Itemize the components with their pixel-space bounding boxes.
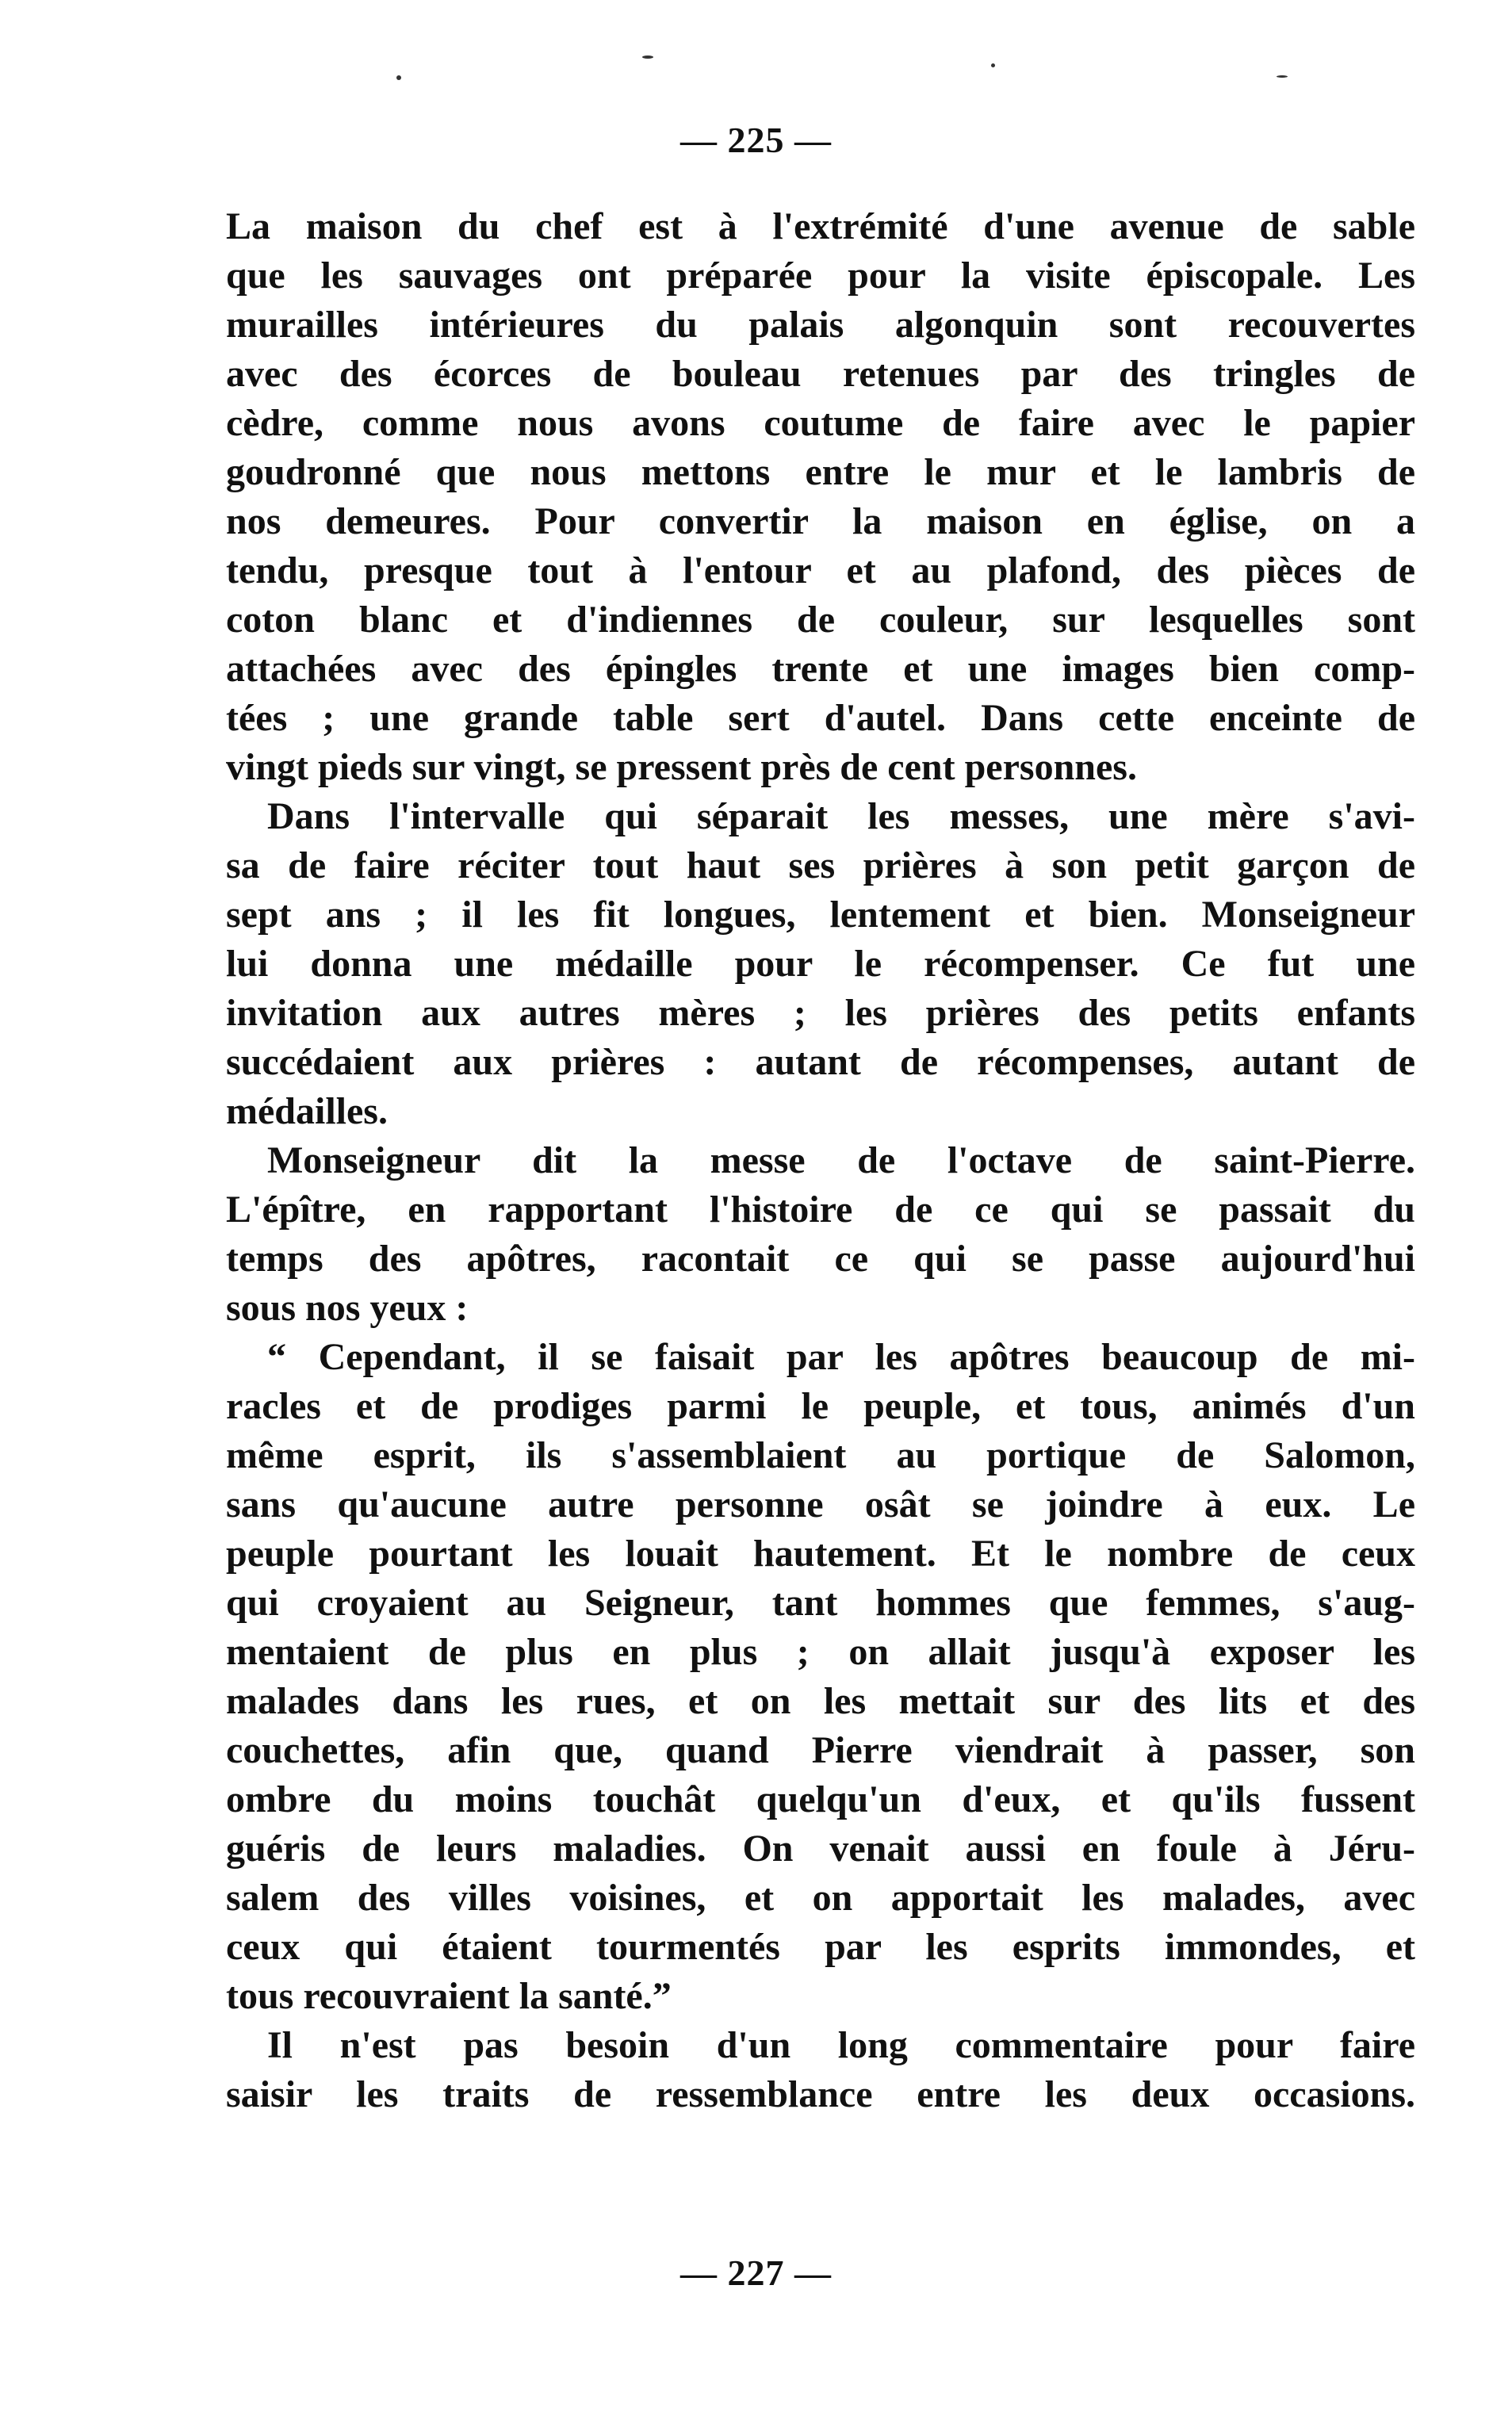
text-line: sans qu'aucune autre personne osât se joindre à eux. Le <box>226 1483 1415 1525</box>
text-line: Monseigneur dit la messe de l'octave de saint-Pierre. <box>267 1139 1415 1181</box>
text-line: cèdre, comme nous avons coutume de faire avec le papier <box>226 402 1415 444</box>
text-line: salem des villes voisines, et on apportait les malades, avec <box>226 1877 1415 1919</box>
text-line: avec des écorces de bouleau retenues par des tringles de <box>226 353 1415 395</box>
text-line: murailles intérieures du palais algonquin sont recouvertes <box>226 304 1415 346</box>
page-number-footer: — 227 — <box>680 2253 832 2293</box>
print-speck <box>396 75 401 80</box>
text-line: tées ; une grande table sert d'autel. Dans cette enceinte de <box>226 697 1415 739</box>
text-line: coton blanc et d'indiennes de couleur, sur lesquelles sont <box>226 599 1415 641</box>
text-line: tous recouvraient la santé.” <box>226 1975 672 2017</box>
text-line: malades dans les rues, et on les mettait sur des lits et des <box>226 1680 1415 1722</box>
text-line: La maison du chef est à l'extrémité d'une avenue de sable <box>226 205 1415 247</box>
text-line: attachées avec des épingles trente et une images bien comp- <box>226 648 1415 690</box>
text-line: temps des apôtres, racontait ce qui se passe aujourd'hui <box>226 1238 1415 1280</box>
text-line: racles et de prodiges parmi le peuple, et tous, animés d'un <box>226 1385 1415 1427</box>
text-line: invitation aux autres mères ; les prières des petits enfants <box>226 992 1415 1034</box>
text-line: que les sauvages ont préparée pour la visite épiscopale. Les <box>226 255 1415 297</box>
text-line: médailles. <box>226 1090 388 1132</box>
text-line: même esprit, ils s'assemblaient au portique de Salomon, <box>226 1434 1415 1476</box>
text-line: mentaient de plus en plus ; on allait jusqu'à exposer les <box>226 1631 1415 1673</box>
text-line: sept ans ; il les fit longues, lentement et bien. Monseigneur <box>226 894 1415 936</box>
text-line: goudronné que nous mettons entre le mur et le lambris de <box>226 451 1415 493</box>
text-line: guéris de leurs maladies. On venait aussi en foule à Jéru- <box>226 1828 1415 1870</box>
text-line: lui donna une médaille pour le récompenser. Ce fut une <box>226 943 1415 985</box>
print-speck <box>991 63 995 67</box>
text-line: sous nos yeux : <box>226 1287 469 1329</box>
print-speck <box>642 56 653 59</box>
text-line: qui croyaient au Seigneur, tant hommes que femmes, s'aug- <box>226 1582 1415 1624</box>
text-line: Dans l'intervalle qui séparait les messes, une mère s'avi- <box>267 795 1415 837</box>
text-line: L'épître, en rapportant l'histoire de ce qui se passait du <box>226 1189 1415 1231</box>
text-line: tendu, presque tout à l'entour et au plafond, des pièces de <box>226 549 1415 591</box>
text-line: vingt pieds sur vingt, se pressent près de cent personnes. <box>226 746 1137 788</box>
print-speck <box>1277 75 1288 78</box>
text-line: couchettes, afin que, quand Pierre viendrait à passer, son <box>226 1729 1415 1771</box>
text-line: Il n'est pas besoin d'un long commentaire pour faire <box>267 2024 1415 2066</box>
text-line: “ Cependant, il se faisait par les apôtres beaucoup de mi- <box>267 1336 1415 1378</box>
text-line: saisir les traits de ressemblance entre les deux occasions. <box>226 2073 1415 2115</box>
text-line: nos demeures. Pour convertir la maison en église, on a <box>226 500 1415 542</box>
text-line: peuple pourtant les louait hautement. Et le nombre de ceux <box>226 1533 1415 1575</box>
text-line: succédaient aux prières : autant de récompenses, autant de <box>226 1041 1415 1083</box>
page-number-header: — 225 — <box>680 120 832 160</box>
body-text <box>226 202 1415 2119</box>
text-line: ceux qui étaient tourmentés par les esprits immondes, et <box>226 1926 1415 1968</box>
text-line: sa de faire réciter tout haut ses prières à son petit garçon de <box>226 844 1415 886</box>
text-line: ombre du moins touchât quelqu'un d'eux, et qu'ils fussent <box>226 1778 1415 1820</box>
